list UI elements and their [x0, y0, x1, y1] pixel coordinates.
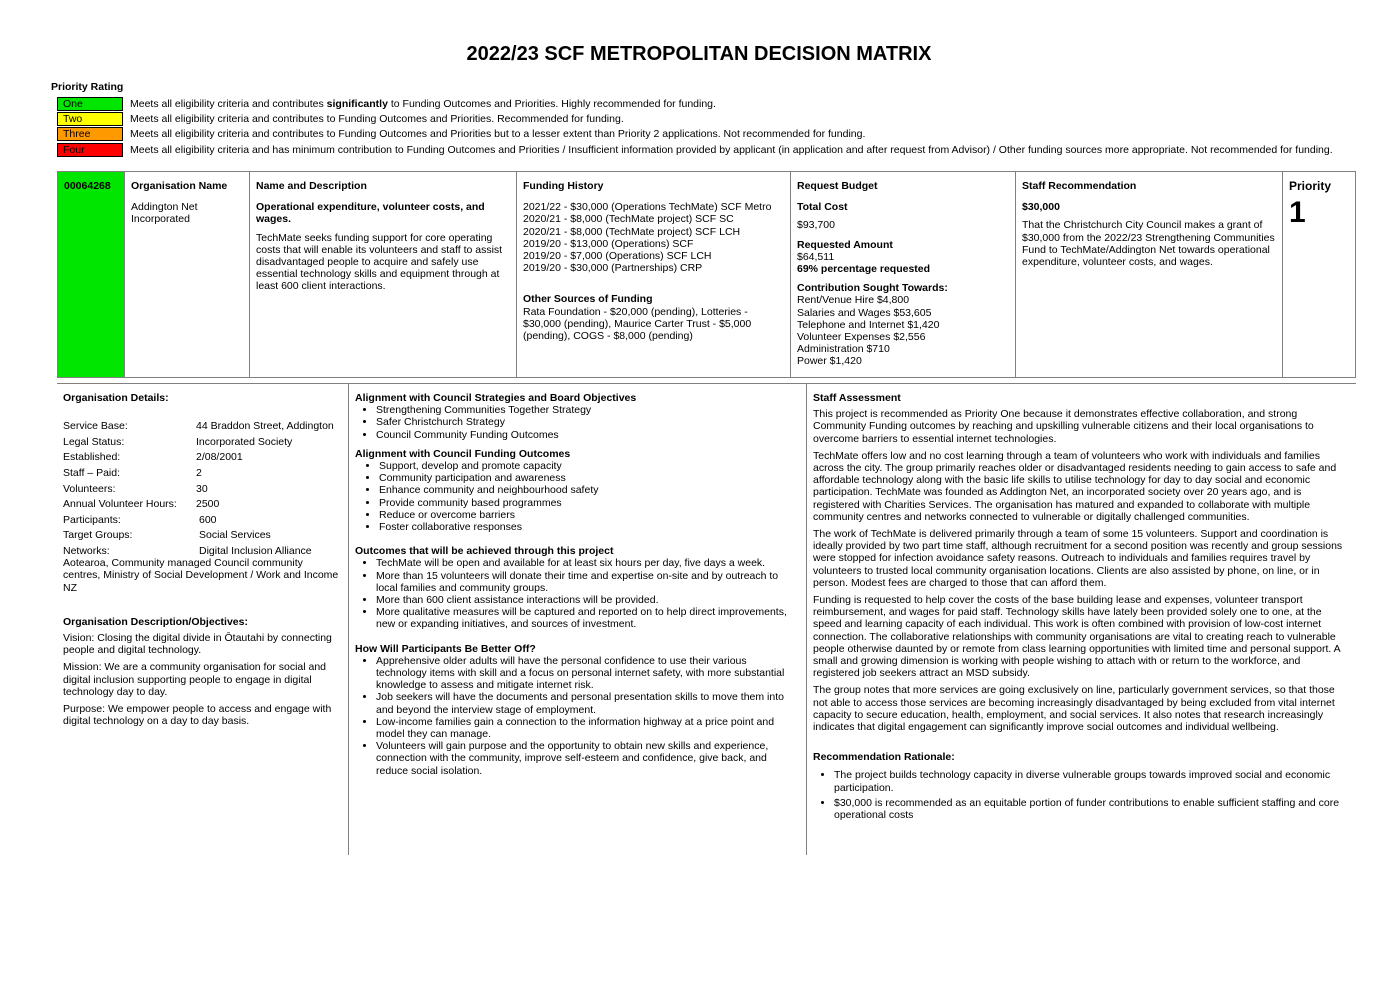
- name-description-cell: [250, 172, 517, 377]
- project-description: TechMate seeks funding support for core operating costs that will enable its volunteers and staff to assist disadvantaged people to acquire and safely use essential technology skills and equipment through at least 600 client interactions.: [256, 231, 503, 293]
- contribution-item: Rent/Venue Hire $4,800: [797, 294, 910, 307]
- section-divider: [57, 383, 1356, 384]
- organisation-vision: Vision: Closing the digital divide in Ōtautahi by connecting people and digital technology.: [63, 631, 332, 657]
- detail-value: 44 Braddon Street, Addington: [196, 420, 334, 433]
- funding-outcomes-heading: Alignment with Council Funding Outcomes: [355, 447, 571, 460]
- funding-history-item: 2019/20 - $13,000 (Operations) SCF: [523, 237, 694, 250]
- networks-label: Networks:: [63, 544, 110, 557]
- requested-amount-label: Requested Amount: [797, 238, 893, 251]
- name-description-header: Name and Description: [256, 180, 367, 192]
- list-item: • Apprehensive older adults will have the personal confidence to use their various technology items with skill and a focus on personal internet safety, with more substantial knowledge to assess and mitigate internet risk.: [376, 655, 795, 692]
- assessment-paragraph: Funding is requested to help cover the costs of the base building lease and expenses, volunteer transport reimbursement, and wages for paid staff. Technology skills have lately been provided solely one to one, at the speed and learning capacity of each individual. This work is often combined with provision of low-cost internet connection. The collaborative relationships with community organisations are vital to creating reach to vulnerable people otherwise daunted by or remote from class learning opportunities with limited time and personal support. A small and growing dimension is working with people wishing to attach with or return to the workforce, and registered job seekers attract an MSD subsidy.: [813, 594, 1341, 680]
- column-divider: [806, 384, 807, 855]
- networks-value-continued: Aotearoa, Community managed Council community centres, Ministry of Social Development / Work and Income NZ: [63, 557, 339, 594]
- application-summary-table: [57, 171, 1356, 378]
- list-item: • More qualitative measures will be captured and reported on to help direct improvements, new or expanding initiatives, and sources of investment.: [376, 606, 795, 630]
- list-item: • TechMate will be open and available for at least six hours per day, five days a week.: [376, 557, 795, 569]
- list-item: • More than 600 client assistance interactions will be provided.: [376, 594, 795, 606]
- contribution-item: Salaries and Wages $53,605: [797, 306, 932, 319]
- staff-recommendation-cell: [1016, 172, 1283, 377]
- application-id: 00064268: [64, 180, 111, 192]
- legend-swatch-one: One: [57, 97, 123, 111]
- detail-value: 2: [196, 466, 202, 479]
- staff-assessment-panel: [813, 392, 1348, 828]
- detail-label: Established:: [63, 451, 121, 464]
- list-item: • Job seekers will have the documents and personal presentation skills to move them into and beyond the interview stage of employment.: [376, 691, 795, 715]
- funding-history-header: Funding History: [523, 180, 604, 192]
- priority-value: 1: [1289, 196, 1306, 230]
- rationale-heading: Recommendation Rationale:: [813, 751, 955, 764]
- detail-value: Incorporated Society: [196, 435, 293, 448]
- organisation-details-panel: [63, 392, 343, 732]
- detail-label: Staff – Paid:: [63, 466, 121, 479]
- detail-row: [63, 514, 343, 530]
- alignment-panel: [355, 392, 795, 784]
- assessment-paragraph: This project is recommended as Priority One because it demonstrates effective collaboration, and strong Community Funding outcomes by reaching and upskilling vulnerable citizens and their local organisations to overcome barriers to essential internet technologies.: [813, 408, 1314, 445]
- organisation-details-heading: Organisation Details:: [63, 392, 169, 404]
- detail-row: [63, 467, 343, 483]
- organisation-mission: Mission: We are a community organisation for social and digital inclusion supporting people to engage in digital technology day to day.: [63, 661, 327, 698]
- percentage-requested: 69% percentage requested: [797, 263, 931, 276]
- detail-value: 600: [199, 513, 217, 526]
- priority-rating-heading: Priority Rating: [51, 81, 124, 93]
- assessment-paragraph: The work of TechMate is delivered primarily through a team of some 15 volunteers. Support and coordination is ideally provided by two part time staff, although recruitment for a second position was recently and group sessions were stopped for infection avoidance safety reasons. Outreach to individuals and families requires travel by volunteers to trusted local community organisation locations. Clients are also assisted by phone, on line, or in person. Modest fees are charged to those that can afford them.: [813, 528, 1343, 589]
- detail-label: Service Base:: [63, 420, 128, 433]
- legend-swatch-four: Four: [57, 143, 123, 157]
- list-item: • Community participation and awareness: [379, 472, 795, 484]
- better-off-list: [355, 655, 795, 777]
- requested-amount-value: $64,511: [797, 250, 835, 263]
- staff-recommendation-header: Staff Recommendation: [1022, 180, 1137, 192]
- detail-value: 30: [196, 482, 208, 495]
- detail-row: [63, 483, 343, 499]
- funding-history-item: 2019/20 - $30,000 (Partnerships) CRP: [523, 262, 703, 275]
- list-item: • Foster collaborative responses: [379, 521, 795, 533]
- organisation-description-heading: Organisation Description/Objectives:: [63, 615, 248, 628]
- list-item: • The project builds technology capacity in diverse vulnerable groups towards improved social and economic participation.: [834, 769, 1348, 793]
- list-item: • Support, develop and promote capacity: [379, 460, 795, 472]
- detail-row: [63, 451, 343, 467]
- page-title: 2022/23 SCF METROPOLITAN DECISION MATRIX: [466, 43, 932, 65]
- detail-value: Social Services: [199, 529, 271, 542]
- legend-text-four: Meets all eligibility criteria and has minimum contribution to Funding Outcomes and Priorities / Insufficient information provided by applicant (in application and after request from Advisor) / Other funding sources more appropriate. Not recommended for funding.: [130, 143, 1333, 156]
- contribution-item: Administration $710: [797, 343, 890, 356]
- detail-row: [63, 436, 343, 452]
- list-item: • Enhance community and neighbourhood safety: [379, 484, 795, 496]
- request-budget-header: Request Budget: [797, 180, 878, 192]
- detail-value: 2/08/2001: [196, 451, 243, 464]
- funding-history-item: 2020/21 - $8,000 (TechMate project) SCF LCH: [523, 225, 741, 238]
- contribution-item: Telephone and Internet $1,420: [797, 318, 940, 331]
- organisation-name-header: Organisation Name: [131, 180, 228, 192]
- better-off-heading: How Will Participants Be Better Off?: [355, 642, 536, 655]
- rationale-list: [813, 769, 1348, 821]
- detail-label: Volunteers:: [63, 482, 116, 495]
- contribution-label: Contribution Sought Towards:: [797, 282, 948, 295]
- staff-recommendation-amount: $30,000: [1022, 201, 1060, 214]
- total-cost-value: $93,700: [797, 219, 835, 232]
- list-item: • More than 15 volunteers will donate their time and expertise on-site and by outreach to local families and community groups.: [376, 570, 795, 594]
- total-cost-label: Total Cost: [797, 201, 848, 214]
- request-budget-cell: [791, 172, 1016, 377]
- priority-header: Priority: [1289, 179, 1332, 193]
- assessment-paragraph: The group notes that more services are going exclusively on line, particularly government services, so that those not able to access those services are becoming increasingly disadvantaged by being excluded from vital internet capacity to secure education, health, employment, and social services. It also notes that research increasingly indicates that digital engagement can significantly improve social outcomes and individual wellbeing.: [813, 684, 1335, 734]
- list-item: • Reduce or overcome barriers: [379, 509, 795, 521]
- list-item: • Volunteers will gain purpose and the opportunity to obtain new skills and experience, connection with the community, improve self-esteem and confidence, give back, and reduce social isolation.: [376, 740, 795, 777]
- project-outcomes-list: [355, 557, 795, 630]
- detail-row: [63, 420, 343, 436]
- detail-label: Target Groups:: [63, 529, 133, 542]
- project-outcomes-heading: Outcomes that will be achieved through this project: [355, 545, 614, 558]
- legend-text-two: Meets all eligibility criteria and contributes to Funding Outcomes and Priorities. Recommended for funding.: [130, 113, 624, 126]
- other-sources: Rata Foundation - $20,000 (pending), Lotteries - $30,000 (pending), Maurice Carter Trust - $5,000 (pending), COGS - $8,000 (pending): [523, 305, 752, 343]
- application-id-cell: [58, 172, 125, 377]
- list-item: • Council Community Funding Outcomes: [376, 429, 795, 441]
- detail-label: Participants:: [63, 513, 121, 526]
- legend-swatch-three: Three: [57, 127, 123, 141]
- strategies-list: [355, 404, 795, 441]
- detail-row: [63, 498, 343, 514]
- funding-outcomes-list: [355, 460, 795, 533]
- legend-text-three: Meets all eligibility criteria and contributes to Funding Outcomes and Priorities but to a lesser extent than Priority 2 applications. Not recommended for funding.: [130, 128, 866, 141]
- other-sources-header: Other Sources of Funding: [523, 293, 653, 306]
- staff-recommendation-text: That the Christchurch City Council makes a grant of $30,000 from the 2022/23 Strengthening Communities Fund to TechMate/Addington Net towards operational expenditure, volunteer costs, and wages.: [1022, 219, 1275, 269]
- project-name: Operational expenditure, volunteer costs, and wages.: [256, 201, 485, 226]
- column-divider: [348, 384, 349, 855]
- networks-value: Digital Inclusion Alliance: [199, 544, 312, 557]
- list-item: • Safer Christchurch Strategy: [376, 416, 795, 428]
- networks-row: [63, 545, 343, 557]
- detail-value: 2500: [196, 498, 220, 511]
- contribution-item: Volunteer Expenses $2,556: [797, 331, 926, 344]
- strategies-heading: Alignment with Council Strategies and Board Objectives: [355, 392, 637, 404]
- list-item: • Low-income families gain a connection to the information highway at a price point and model they can manage.: [376, 716, 795, 740]
- funding-history-cell: [517, 172, 791, 377]
- funding-history-item: 2019/20 - $7,000 (Operations) SCF LCH: [523, 250, 712, 263]
- list-item: • $30,000 is recommended as an equitable portion of funder contributions to enable sufficient staffing and core operational costs: [834, 797, 1348, 821]
- list-item: • Strengthening Communities Together Strategy: [376, 404, 795, 416]
- priority-cell: [1283, 172, 1355, 377]
- organisation-name: Addington Net Incorporated: [131, 201, 198, 226]
- assessment-paragraph: TechMate offers low and no cost learning through a team of volunteers who work with individuals and families across the city. The group primarily reaches older or disadvantaged residents needing to gain access to safe and affordable technology along with the basic life skills to utilise technology for day to day social and economic participation. TechMate was founded as Addington Net, an incorporated society over 20 years ago, and is registered with Charities Services. The organisation has matured and expanded to collaborate with multiple community centres and networks connected to vulnerable or digitally challenged communities.: [813, 449, 1337, 523]
- funding-history-item: 2021/22 - $30,000 (Operations TechMate) SCF Metro: [523, 201, 772, 214]
- detail-label: Annual Volunteer Hours:: [63, 498, 177, 511]
- funding-history-item: 2020/21 - $8,000 (TechMate project) SCF SC: [523, 213, 734, 226]
- legend-text-one: Meets all eligibility criteria and contributes significantly to Funding Outcomes and Priorities. Highly recommended for funding.: [130, 98, 716, 110]
- organisation-name-cell: [125, 172, 250, 377]
- legend-swatch-two: Two: [57, 112, 123, 126]
- organisation-purpose: Purpose: We empower people to access and engage with digital technology on a day to day basis.: [63, 702, 332, 728]
- detail-label: Legal Status:: [63, 435, 125, 448]
- detail-row: [63, 529, 343, 545]
- staff-assessment-heading: Staff Assessment: [813, 392, 901, 404]
- list-item: • Provide community based programmes: [379, 497, 795, 509]
- contribution-item: Power $1,420: [797, 355, 862, 368]
